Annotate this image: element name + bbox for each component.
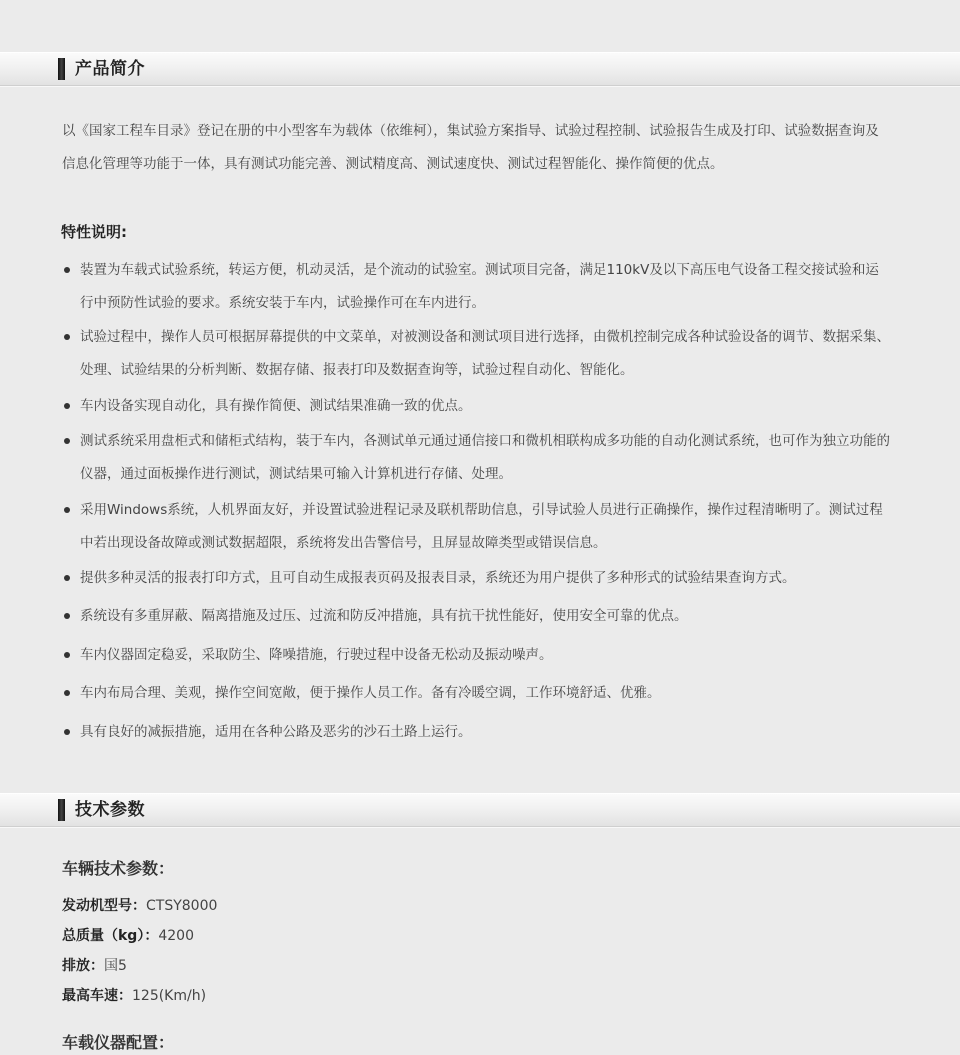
- spec-value: 4200: [158, 928, 194, 944]
- spec-value: CTSY8000: [146, 898, 218, 914]
- spec-row: [62, 895, 217, 917]
- spec-value: 125(Km/h): [132, 988, 207, 1004]
- bullet-icon: [64, 267, 70, 273]
- bullet-icon: [64, 438, 70, 444]
- bullet-icon: [64, 652, 70, 658]
- section-header-tech: [0, 793, 960, 827]
- bullet-icon: [64, 729, 70, 735]
- bullet-icon: [64, 575, 70, 581]
- spec-label: 排放：: [62, 958, 104, 974]
- spec-value: 国5: [104, 958, 127, 974]
- section-marker-icon: [58, 799, 65, 821]
- bullet-icon: [64, 334, 70, 340]
- section-header-intro: [0, 52, 960, 86]
- feature-text: 具有良好的减振措施，适用在各种公路及恶劣的沙石土路上运行。: [80, 724, 472, 740]
- spec-row: [62, 985, 206, 1007]
- bullet-icon: [64, 613, 70, 619]
- feature-text: 装置为车载式试验系统，转运方便，机动灵活，是个流动的试验室。测试项目完备，满足110kV及以下高压电气设备工程交接试验和运行中预防性试验的要求。系统安装于车内，试验操作可在车内进行。: [80, 262, 879, 311]
- section-title-tech: 技术参数: [75, 800, 145, 820]
- features-heading: 特性说明:: [61, 223, 127, 241]
- spec-row: [62, 925, 194, 947]
- feature-item: [62, 254, 892, 320]
- feature-item: [62, 562, 892, 595]
- instrument-config-heading: 车载仪器配置：: [62, 1033, 175, 1052]
- bullet-icon: [64, 507, 70, 513]
- section-title-intro: 产品简介: [75, 59, 145, 79]
- feature-text: 提供多种灵活的报表打印方式，且可自动生成报表页码及报表目录，系统还为用户提供了多种形式的试验结果查询方式。: [80, 570, 796, 586]
- bullet-icon: [64, 403, 70, 409]
- spec-label: 最高车速：: [62, 988, 132, 1004]
- feature-text: 车内布局合理、美观，操作空间宽敞，便于操作人员工作。备有冷暖空调，工作环境舒适、优雅。: [80, 685, 661, 701]
- product-intro-text: 以《国家工程车目录》登记在册的中小型客车为载体（依维柯），集试验方案指导、试验过程控制、试验报告生成及打印、试验数据查询及信息化管理等功能于一体，具有测试功能完善、测试精度高、测试速度快、测试过程智能化、操作简便的优点。: [62, 123, 879, 172]
- feature-text: 采用Windows系统，人机界面友好，并设置试验进程记录及联机帮助信息，引导试验人员进行正确操作，操作过程清晰明了。测试过程中若出现设备故障或测试数据超限，系统将发出告警信号，且屏显故障类型或错误信息。: [80, 502, 883, 551]
- vehicle-params-heading: 车辆技术参数：: [62, 859, 175, 878]
- spec-row: [62, 955, 127, 977]
- feature-text: 系统设有多重屏蔽、隔离措施及过压、过流和防反冲措施，具有抗干扰性能好，使用安全可靠的优点。: [80, 608, 688, 624]
- feature-item: [62, 321, 892, 387]
- feature-item: [62, 390, 892, 423]
- spec-label: 发动机型号：: [62, 898, 146, 914]
- feature-text: 试验过程中，操作人员可根据屏幕提供的中文菜单，对被测设备和测试项目进行选择，由微机控制完成各种试验设备的调节、数据采集、处理、试验结果的分析判断、数据存储、报表打印及数据查询等，试验过程自动化、智能化。: [80, 329, 890, 378]
- feature-item: [62, 600, 892, 633]
- spec-label: 总质量（kg）：: [62, 928, 159, 944]
- feature-item: [62, 494, 892, 560]
- feature-text: 车内设备实现自动化，具有操作简便、测试结果准确一致的优点。: [80, 398, 472, 414]
- feature-text: 车内仪器固定稳妥，采取防尘、降噪措施，行驶过程中设备无松动及振动噪声。: [80, 647, 553, 663]
- feature-text: 测试系统采用盘柜式和储柜式结构，装于车内，各测试单元通过通信接口和微机相联构成多功能的自动化测试系统，也可作为独立功能的仪器，通过面板操作进行测试，测试结果可输入计算机进行存储、处理。: [80, 433, 890, 482]
- feature-item: [62, 716, 892, 749]
- feature-item: [62, 677, 892, 710]
- bullet-icon: [64, 690, 70, 696]
- feature-item: [62, 425, 892, 491]
- feature-item: [62, 639, 892, 672]
- section-marker-icon: [58, 58, 65, 80]
